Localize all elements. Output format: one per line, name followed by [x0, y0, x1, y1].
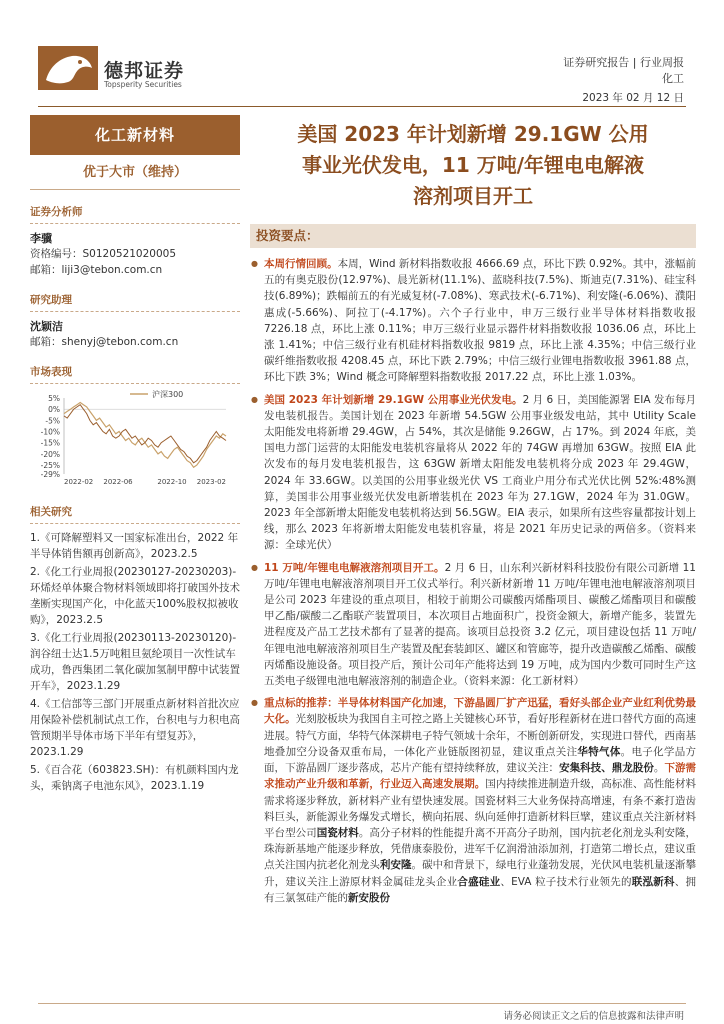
market-performance-svg	[30, 390, 240, 490]
bullet-heading: 重点标的推荐：半导体材料国产化加速，下游晶圆厂扩产迅猛，看好头部企业产业红利优势最大化。	[264, 697, 696, 726]
bullet-body: 2 月 6 日，山东利兴新材料科技股份有限公司新增 11 万吨/年锂电电解液溶剂项目开工仪式举行。利兴新材新增 11 万吨/年锂电池电解液溶剂项目是公司 2023 年建设的重点项目，相较于前期公司碳酸丙烯酯项目、碳酸乙烯酯项目和碳酸甲乙酯/碳酸二乙酯联产装置项目，本次项目占地面积广，投资金额大，新增产能多，装置先进程度及产品工艺技术都有了显著的提高。该项目总投资 3.2 亿元，项目建设包括 11 万吨/年锂电池电解液溶剂项目生产装置及配套装卸区、罐区和管廊等，提升改造碳酸乙烯酯、碳酸丙烯酯设施设备。项目投产后，预计公司年产能将达到 19 万吨，成为国内少数可同时生产这五类电子级锂电池电解液溶剂的制造企业。（资料来源：化工新材料）	[264, 561, 696, 688]
rating-label: 优于大市（维持）	[30, 155, 240, 190]
bullet-body: 。高分子材料的性能提升离不开高分子助剂，国内抗老化剂龙头利安隆，珠海新基地产能逐步释放，凭借康泰股份，进军千亿润滑油添加剂，打造第二增长点，建议重点关注国内抗老化剂龙头	[264, 826, 697, 872]
series-line-0	[64, 403, 226, 468]
logo-text-cn: 德邦证券	[104, 60, 185, 82]
y-tick-label: -10%	[40, 427, 60, 437]
logo-text-en: Topsperity Securities	[104, 80, 182, 89]
market-performance-chart	[30, 390, 240, 490]
y-tick-label: -29%	[40, 470, 60, 479]
y-tick-label: -20%	[40, 449, 60, 459]
series-line-1	[64, 405, 226, 463]
x-tick-label: 2022-02	[64, 478, 94, 486]
assistant-heading: 研究助理	[30, 292, 240, 312]
analyst-section	[30, 204, 240, 278]
main-content	[250, 115, 696, 912]
stock-name: 合盛硅业	[457, 875, 501, 888]
y-tick-label: 5%	[48, 394, 60, 403]
header-divider	[38, 106, 686, 107]
industry-label: 化工新材料	[30, 115, 240, 155]
bullet-body: 本周，Wind 新材料指数收报 4666.69 点，环比下跌 0.92%。其中，涨幅前五的有奥克股份(12.97%)、晨光新材(11.1%)、蓝晓科技(7.5%)、斯迪克(7.31%)、硅宝科技(6.89%)；跌幅前五的有光威复材(-7.08%)、寒武技术(-6.71%)、利安隆(-6.06%)、濮阳惠成(-5.66%)、阿拉丁(-4.17%)。六个子行业中，申万三级行业半导体材料指数收报 7226.18 点，环比上涨 0.11%；申万三级行业显示器件材料指数收报 1036.06 点，环比上涨 1.41%；中信三级行业有机硅材料指数收报 9819 点，环比上涨 4.35%；中信三级行业碳纤维指数收报 4208.45 点，环比下跌 2.79%；中信三级行业锂电指数收报 3961.88 点，环比下跌 3%；Wind 概念可降解塑料指数收报 2017.22 点，环比上涨 1.03%。	[264, 258, 697, 384]
key-points-heading: 投资要点：	[250, 224, 696, 248]
sidebar	[30, 115, 240, 796]
bullet-electrolyte-project	[250, 560, 696, 690]
report-date: 2023 年 02 月 12 日	[582, 92, 684, 104]
bullet-body: 、EVA 粒子技术行业领先的	[500, 875, 632, 888]
report-sector: 化工	[662, 72, 684, 85]
x-tick-label: 2022-10	[157, 478, 187, 486]
related-item[interactable]: 3.《化工行业周报(20230113-20230120)-润谷纽士达1.5万吨粗旦氨纶项目一次性试车成功，鲁西集团二氧化碳加氢制甲醇中试装置开车》，2023.1.29	[30, 632, 240, 692]
analyst-name: 李骥	[30, 232, 52, 245]
bullet-heading: 11 万吨/年锂电电解液溶剂项目开工。	[264, 561, 445, 574]
stock-name: 新安股份	[348, 891, 390, 904]
tebon-logo-icon	[38, 46, 98, 90]
y-tick-label: -5%	[45, 416, 60, 426]
report-header	[0, 0, 724, 110]
title-line: 溶剂项目开工	[413, 184, 533, 208]
market-heading: 市场表现	[30, 364, 240, 384]
bullet-us-solar	[250, 392, 696, 554]
footer-disclaimer: 请务必阅读正文之后的信息披露和法律声明	[503, 1011, 684, 1022]
analyst-cert: 资格编号：S0120521020005	[30, 248, 177, 260]
stock-name: 安集科技、鼎龙股份	[559, 762, 654, 775]
bullet-heading: 本周行情回顾。	[264, 258, 338, 270]
bullet-body: 光刻胶板块为我国自主可控之路上关键核心环节，看好彤程新材在进口替代方面的高速进展。特气方面，华特气体深耕电子特气领域十余年，不断创新研发，实现进口替代，西南基地叠加空分设备双重布局，一体化产业链版图初显，建议重点关注	[264, 713, 697, 758]
bullet-body: 。	[653, 762, 665, 775]
y-tick-label: -25%	[40, 461, 60, 471]
related-list	[30, 530, 240, 794]
report-type: 证券研究报告 | 行业周报	[563, 56, 684, 69]
analyst-email[interactable]: 邮箱：liji3@tebon.com.cn	[30, 264, 163, 276]
stock-name: 利安隆	[379, 859, 412, 872]
x-tick-label: 2023-02	[196, 478, 226, 486]
assistant-section	[30, 292, 240, 350]
related-item[interactable]: 5.《百合花（603823.SH)：有机颜料国内龙头，乘钠离子电池东风》，2023.1.19	[30, 764, 239, 792]
x-tick-label: 2022-06	[103, 478, 133, 486]
bullet-body: 、拥有三氯氢硅产能的	[264, 875, 697, 904]
related-item[interactable]: 4.《工信部等三部门开展重点新材料首批次应用保险补偿机制试点工作，台积电与力积电高管预期半导体市场下半年有望复苏》，2023.1.29	[30, 698, 240, 758]
related-item[interactable]: 1.《可降解塑料又一国家标准出台，2022 年半导体销售额再创新高》，2023.2.5	[30, 532, 239, 560]
y-tick-label: 0%	[48, 405, 60, 415]
assistant-email[interactable]: 邮箱：shenyj@tebon.com.cn	[30, 336, 179, 348]
stock-name: 华特气体	[577, 745, 621, 758]
title-line: 事业光伏发电，11 万吨/年锂电电解液	[301, 153, 645, 177]
stock-name: 国瓷材料	[316, 826, 359, 839]
y-tick-label: -15%	[40, 438, 60, 448]
stock-name: 联泓新科	[631, 875, 675, 888]
related-section	[30, 504, 240, 794]
bullet-heading: 美国 2023 年计划新增 29.1GW 公用事业光伏发电。	[264, 393, 523, 406]
title-line: 美国 2023 年计划新增 29.1GW 公用	[297, 122, 649, 146]
bullet-body: 。电子化学品方面，下游晶圆厂逐步落成，芯片产能有望持续释放，建议关注：	[264, 745, 697, 775]
market-section	[30, 364, 240, 490]
assistant-name: 沈颖洁	[30, 320, 63, 333]
legend-label: 沪深300	[152, 390, 184, 399]
bullet-recommendations	[250, 695, 696, 906]
bullet-subheading: 下游需求推动产业升级和革新，行业迈入高速发展期。	[264, 762, 697, 791]
analyst-heading: 证券分析师	[30, 204, 240, 224]
bullet-market-review	[250, 256, 696, 386]
key-points-list	[250, 256, 696, 906]
related-item[interactable]: 2.《化工行业周报(20230127-20230203)-环烯烃单体聚合物材料领域即将打破国外技术垄断实现国产化，中化蓝天100%股权拟被收购》，2023.2.5	[30, 566, 240, 626]
bullet-body: 。碳中和背景下，绿电行业蓬勃发展，光伏风电装机量逐渐攀升，建议关注上游原材料金属硅龙头企业	[264, 859, 697, 888]
related-heading: 相关研究	[30, 504, 240, 524]
report-title	[250, 115, 696, 216]
bullet-body: 2 月 6 日，美国能源署 EIA 发布每月发电装机报告。美国计划在 2023 年新增 54.5GW 公用事业级发电站，其中 Utility Scale 太阳能发电将新增 29.4GW，占 54%，其次是储能 9.26GW，占 17%。到 2024 年底，美国电力部门运营的太阳能发电装机容量将从 2022 年的 74GW 再增加 63GW。按照 EIA 此次发布的每月发电装机报告，这 63GW 新增太阳能发电装机将分成 2023 年 29.4GW，2024 年 33.6GW。以美国的公用事业级光伏 VS 工商业户用分布式光伏比例 52%:48%测算，美国非公用事业级光伏发电新增装机在 2023 年为 27.1GW，2024 年为 31.0GW。2023 年全部新增太阳能发电装机将达到 56.5GW。EIA 表示，如果所有这些容量都按计划上线，那么 2023 年将新增太阳能发电装机容量，将是 2021 年历史记录的两倍多。（资料来源：全球光伏）	[264, 393, 697, 552]
bullet-body: 国内持续推进制造升级，高标准、高性能材料需求将逐步释放，新材料产业有望快速发展。国瓷材料三大业务保持高增速，有条不紊打造齿料巨头，新能源业务爆发式增长，横向拓展、纵向延伸打造新材料巨擘，建议重点关注新材料平台型公司	[264, 778, 697, 839]
footer-divider	[38, 1003, 686, 1004]
